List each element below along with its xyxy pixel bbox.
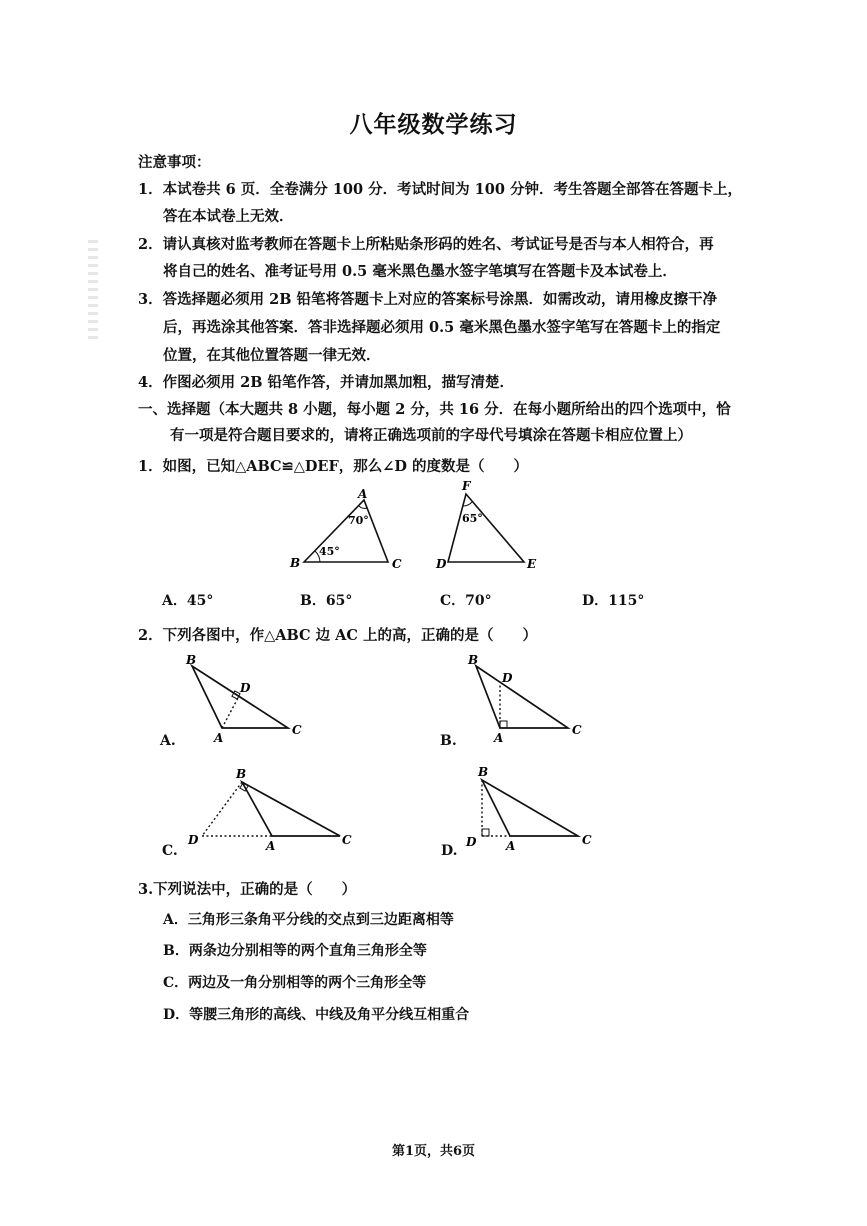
q2-figure-c [182, 762, 362, 862]
q1-option-d: D．115° [582, 593, 645, 609]
q2-stem: 2．下列各图中，作△ABC 边 AC 上的高，正确的是（ ） [138, 627, 537, 644]
label-f: F [462, 479, 471, 493]
label-d: D [188, 833, 199, 847]
scan-artifact [88, 240, 98, 340]
label-a: A [214, 731, 224, 745]
label-c: C [572, 723, 582, 737]
label-b: B [186, 653, 197, 667]
label-a: A [358, 487, 368, 501]
q3-option-b: B．两条边分别相等的两个直角三角形全等 [163, 943, 427, 959]
label-c: C [392, 557, 402, 571]
q3-option-a: A．三角形三条角平分线的交点到三边距离相等 [163, 912, 454, 928]
notes-heading: 注意事项： [138, 154, 211, 171]
q3-option-d: D．等腰三角形的高线、中线及角平分线互相重合 [163, 1007, 470, 1023]
q3-stem: 3.下列说法中，正确的是（ ） [138, 881, 357, 898]
angle-f-value: 65° [462, 512, 483, 525]
q1-option-b: B．65° [300, 593, 353, 609]
q3-option-c: C．两边及一角分别相等的两个三角形全等 [163, 975, 427, 991]
page-title: 八年级数学练习 [349, 111, 518, 138]
q1-stem: 1．如图，已知△ABC≌△DEF，那么∠D 的度数是（ ） [138, 458, 529, 475]
label-a: A [266, 839, 276, 853]
q1-figure [280, 478, 550, 578]
note-3-line-2: 后，再选涂其他答案．答非选择题必须用 0.5 毫米黑色墨水签字笔写在答题卡上的指定 [163, 319, 721, 336]
label-d: D [240, 681, 251, 695]
label-c: C [292, 723, 302, 737]
label-a: A [494, 731, 504, 745]
angle-b-value: 45° [319, 545, 340, 558]
label-c: C [342, 833, 352, 847]
note-3-line-3: 位置，在其他位置答题一律无效． [163, 347, 381, 364]
label-e: E [527, 557, 537, 571]
label-a: A [506, 839, 516, 853]
q2-option-d-letter: D. [441, 843, 458, 859]
note-1-line-2: 答在本试卷上无效． [163, 208, 294, 225]
label-b: B [468, 653, 479, 667]
section-1-heading-line-2: 有一项是符合题目要求的，请将正确选项前的字母代号填涂在答题卡相应位置上） [170, 427, 692, 444]
note-2-line-1: 2．请认真核对监考教师在答题卡上所粘贴条形码的姓名、考试证号是否与本人相符合，再 [138, 236, 714, 253]
q2-figure-a [178, 650, 318, 750]
q2-option-c-letter: C. [162, 843, 178, 859]
label-b: B [478, 765, 489, 779]
q2-figure-d [462, 762, 612, 862]
note-3-line-1: 3．答选择题必须用 2B 铅笔将答题卡上对应的答案标号涂黑．如需改动，请用橡皮擦干净 [138, 291, 718, 308]
label-d: D [466, 835, 477, 849]
note-1-line-1: 1．本试卷共 6 页．全卷满分 100 分．考试时间为 100 分钟．考生答题全部答在答题卡上， [138, 181, 742, 198]
label-d: D [436, 557, 447, 571]
label-d: D [502, 671, 513, 685]
label-b: B [236, 767, 247, 781]
page-number-footer: 第1页，共6页 [391, 1144, 476, 1159]
section-1-heading: 一、选择题（本大题共 8 小题，每小题 2 分，共 16 分．在每小题所给出的四个选项中，恰 [138, 401, 731, 418]
triangle-def [448, 494, 524, 562]
q1-option-a: A．45° [162, 593, 214, 609]
q2-figure-b [458, 650, 598, 750]
note-4: 4．作图必须用 2B 铅笔作答，并请加黑加粗，描写清楚． [138, 374, 515, 391]
q2-option-a-letter: A. [160, 733, 176, 749]
q1-option-c: C．70° [440, 593, 492, 609]
label-b: B [290, 556, 301, 570]
note-2-line-2: 将自己的姓名、准考证号用 0.5 毫米黑色墨水签字笔填写在答题卡及本试卷上． [163, 263, 677, 280]
angle-a-value: 70° [348, 514, 369, 527]
q2-option-b-letter: B. [440, 733, 457, 749]
label-c: C [582, 833, 592, 847]
